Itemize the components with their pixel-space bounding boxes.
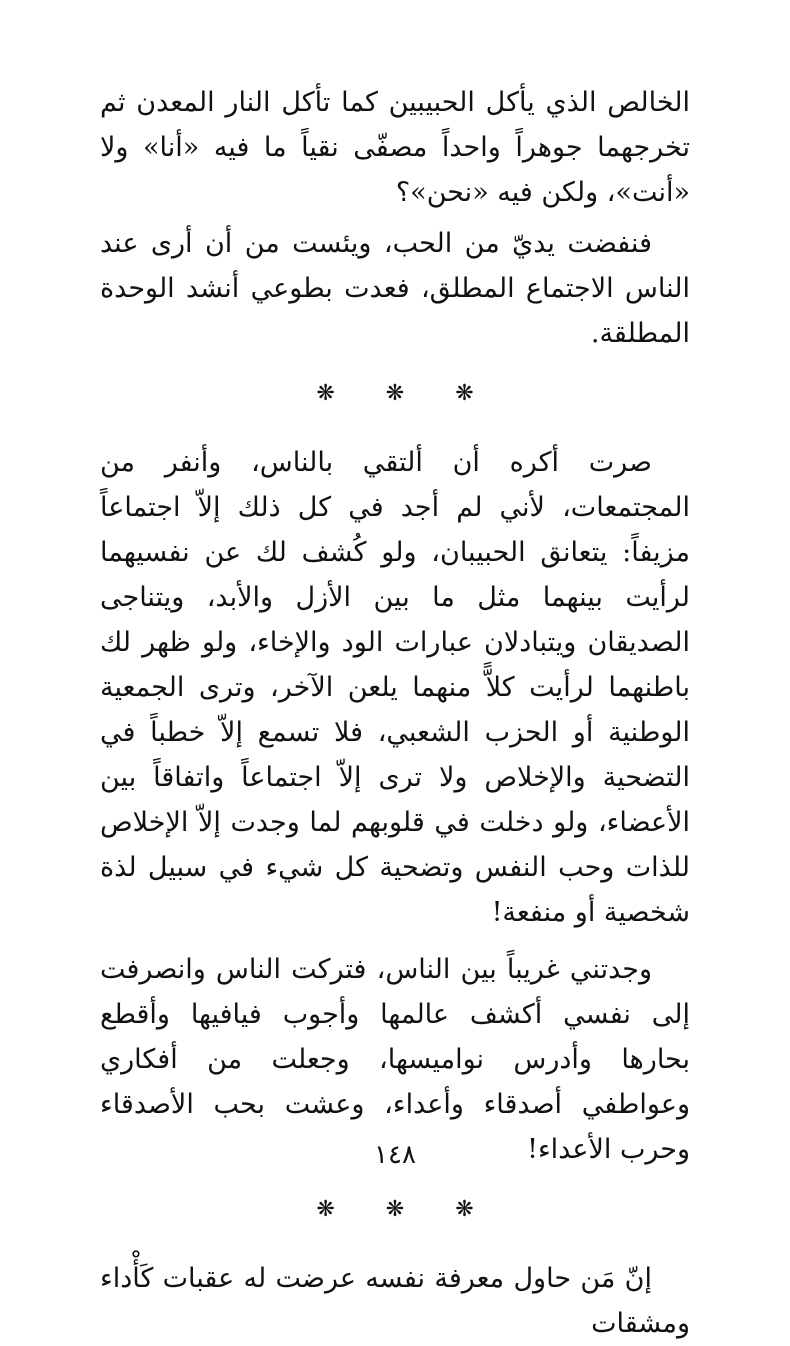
paragraph: فنفضت يديّ من الحب، ويئست من أن أرى عند الناس الاجتماع المطلق، فعدت بطوعي أنشد الوحدة المطلقة.	[100, 228, 690, 349]
paragraph: صرت أكره أن ألتقي بالناس، وأنفر من المجتمعات، لأني لم أجد في كل ذلك إلاّ اجتماعاً مزيفاً: يتعانق الحبيبان، ولو كُشف لك عن نفسيهما لرأيت بينهما مثل ما بين الأزل والأبد، ويتناجى الصديقان ويتبادلان عبارات الود والإخاء، ولو ظهر لك باطنهما لرأيت كلاًّ منهما يلعن الآخر، وترى الجمعية الوطنية أو الحزب الشعبي، فلا تسمع إلاّ خطباً في التضحية والإخلاص ولا ترى إلاّ اجتماعاً واتفاقاً بين الأعضاء، ولو دخلت في قلوبهم لما وجدت إلاّ الإخلاص للذات وحب النفس وتضحية كل شيء في سبيل لذة شخصية أو منفعة!	[100, 447, 690, 928]
page-number: ١٤٨	[374, 1140, 416, 1170]
paragraph-continued: الخالص الذي يأكل الحبيبين كما تأكل النار المعدن ثم تخرجهما جوهراً واحداً مصفّى نقياً ما فيه «أنا» ولا «أنت»، ولكن فيه «نحن»؟	[100, 87, 690, 208]
paragraph: وجدتني غريباً بين الناس، فتركت الناس وانصرفت إلى نفسي أكشف عالمها وأجوب فيافيها وأقطع بحارها وأدرس نواميسها، وجعلت من أفكاري وعواطفي أصدقاء وأعداء، وعشت بحب الأصدقاء وحرب الأعداء!	[100, 954, 690, 1165]
paragraph: إنّ مَن حاول معرفة نفسه عرضت له عقبات كَأْداء ومشقات	[100, 1263, 690, 1339]
paragraph-gap	[100, 935, 690, 947]
section-separator: ❋ ❋ ❋	[316, 1197, 496, 1222]
section-separator: ❋ ❋ ❋	[316, 381, 496, 406]
